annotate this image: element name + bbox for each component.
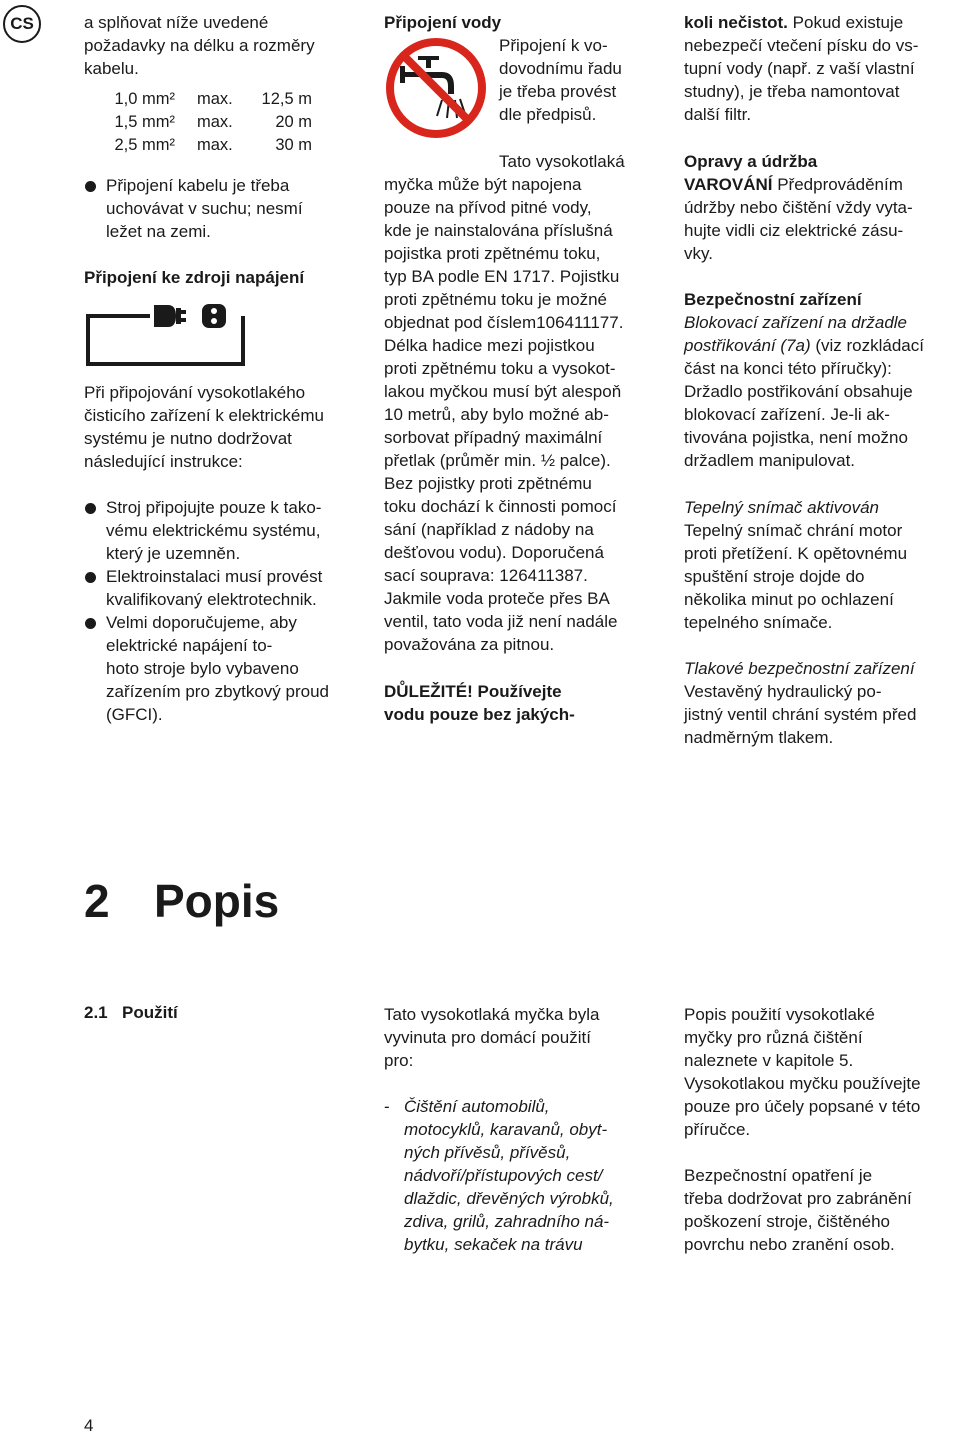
bullet-text-line: uchovávat v suchu; nesmí [106,199,303,218]
power-intro-line: čisticího zařízení k elektrickému [84,406,324,425]
lock-line: blokovací zařízení. Je-li ak- [684,405,890,424]
safety-measures-line: třeba dodržovat pro zabránění [684,1189,912,1208]
table-cell: 2,5 mm² [114,136,175,154]
safety-heading: Bezpečnostní zařízení [684,290,862,309]
water-icon-note [499,34,659,126]
usage-list-line: bytku, sekaček na trávu [404,1235,583,1254]
lock-line: Držadlo postřikování obsahuje [684,382,913,401]
note-line: je třeba provést [499,82,617,101]
body-line: Délka hadice mezi pojistkou [384,336,595,355]
table-cell: max. [197,113,233,131]
list-item [84,496,374,565]
lock-italic-part: postřikování (7a) [684,336,811,355]
power-plug-icon [84,300,249,372]
table-cell: max. [197,136,233,154]
water-body [384,150,674,656]
thermal-line: Tepelný snímač chrání motor [684,521,903,540]
safety-measures-line: poškození stroje, čištěného [684,1212,891,1231]
warning-label: VAROVÁNÍ [684,175,773,194]
pressure-line: nadměrným tlakem. [684,728,834,747]
water-continuation [684,11,960,126]
body-line: proti zpětnému toku a vysokot- [384,359,616,378]
list-item [84,611,374,726]
lock-rest-part: (viz rozkládací [810,336,924,355]
warning-first-line [684,173,960,196]
usage-list-item [384,1095,674,1256]
table-row [84,88,312,111]
pressure-line: Vestavěný hydraulický po- [684,682,882,701]
body-line: typ BA podle EN 1717. Pojistku [384,267,620,286]
usage-list-line: zdiva, grilů, zahradního ná- [404,1212,610,1231]
body-line: proti zpětnému toku je možné [384,290,608,309]
body-line: pouze na přívod pitné vody, [384,198,592,217]
no-drinking-water-connection-icon [384,36,488,140]
lock-line: Blokovací zařízení na držadle [684,313,908,332]
usage-list-line: dlaždic, dřevěných výrobků, [404,1189,614,1208]
usage-list-text [404,1095,614,1256]
warning-line: údržby nebo čištění vždy vyta- [684,198,913,217]
repair-section [684,150,960,265]
thermal-section [684,496,960,634]
body-line: lakou myčkou musí být alespoň [384,382,622,401]
continuation-bold: koli nečistot. [684,13,788,32]
usage-desc-line: pouze pro účely popsané v této [684,1097,921,1116]
usage-list-line: motocyklů, karavanů, obyt- [404,1120,608,1139]
lock-mixed-line [684,334,960,357]
continuation-line: studny), je třeba namontovat [684,82,900,101]
usage-desc-line: příručce. [684,1120,751,1139]
usage-intro-line: Tato vysokotlaká myčka byla [384,1005,600,1024]
bullet-text-line: hoto stroje bylo vybaveno [106,659,299,678]
usage-desc-line: naleznete v kapitole 5. [684,1051,854,1070]
continuation-rest: Pokud existuje [787,13,904,32]
section-number: 2 [84,875,110,927]
list-dash: - [384,1097,390,1116]
pressure-section [684,657,960,749]
body-line: Jakmile voda proteče přes BA [384,589,610,608]
language-badge: CS [3,5,41,43]
body-line: ventil, tato voda již není nadále [384,612,618,631]
bullet-text-line: kvalifikovaný elektrotechnik. [106,590,317,609]
cable-size-table [84,88,312,157]
body-line: sání (například z nádoby na [384,520,594,539]
warning-line: vky. [684,244,713,263]
table-row [84,111,312,134]
bullet-text-line: Stroj připojujte pouze k tako- [106,498,322,517]
body-line: objednat pod číslem106411177. [384,313,624,332]
usage-list-line: ných přívěsů, přívěsů, [404,1143,571,1162]
thermal-heading: Tepelný snímač aktivován [684,498,879,517]
important-line: vodu pouze bez jakých- [384,705,575,724]
note-line: dle předpisů. [499,105,597,124]
body-line: považována za pitnou. [384,635,555,654]
thermal-line: proti přetížení. K opětovnému [684,544,908,563]
thermal-line: tepelného snímače. [684,613,833,632]
body-line: toku dochází k činnosti pomocí [384,497,617,516]
table-cell: 1,5 mm² [114,113,175,131]
note-line: dovodnímu řadu [499,59,622,78]
usage-description [684,1003,960,1141]
safety-measures-line: Bezpečnostní opatření je [684,1166,873,1185]
cable-intro-line: požadavky na délku a rozměry [84,36,315,55]
body-line: dešťovou vodu). Doporučená [384,543,604,562]
body-line: kde je nainstalována příslušná [384,221,613,240]
usage-desc-line: myčky pro různá čištění [684,1028,863,1047]
cable-intro [84,11,374,80]
cable-intro-line: kabelu. [84,59,139,78]
usage-desc-line: Popis použití vysokotlaké [684,1005,875,1024]
body-line: Tato vysokotlaká [499,152,625,171]
table-cell: 12,5 m [261,90,312,108]
thermal-line: spuštění stroje dojde do [684,567,865,586]
body-line: přetlak (průměr min. ½ palce). [384,451,611,470]
continuation-line: další filtr. [684,105,752,124]
body-line: pojistka proti zpětnému toku, [384,244,601,263]
safety-measures-line: povrchu nebo zranění osob. [684,1235,895,1254]
body-line: 10 metrů, aby bylo možné ab- [384,405,609,424]
bullet-text-line: Připojení kabelu je třeba [106,176,290,195]
usage-desc-line: Vysokotlakou myčku používejte [684,1074,921,1093]
usage-intro [384,1003,674,1072]
important-note [384,680,674,726]
usage-intro-line: vyvinuta pro domácí použití [384,1028,591,1047]
body-line: Bez pojistky proti zpětnému [384,474,592,493]
important-line: DŮLEŽITÉ! Používejte [384,682,562,701]
section-title: Popis [154,875,280,927]
table-cell: 20 m [275,113,312,131]
pressure-heading: Tlakové bezpečnostní zařízení [684,659,915,678]
repair-heading: Opravy a údržba [684,152,818,171]
continuation-line: nebezpečí vtečení písku do vs- [684,36,919,55]
page-number: 4 [84,1416,94,1435]
water-heading: Připojení vody [384,13,502,32]
bullet-text-line: který je uzemněn. [106,544,241,563]
bullet-text-line: Elektroinstalaci musí provést [106,567,323,586]
lock-line: tivována pojistka, není možno [684,428,908,447]
usage-list-line: Čištění automobilů, [404,1097,550,1116]
bullet-text-line: vému elektrickému systému, [106,521,321,540]
safety-measures [684,1164,960,1256]
table-cell: 30 m [275,136,312,154]
lock-line: část na konci této příručky): [684,359,892,378]
pressure-line: jistný ventil chrání systém před [684,705,917,724]
cable-intro-line: a splňovat níže uvedené [84,13,269,32]
note-line: Připojení k vo- [499,36,608,55]
power-intro-line: následující instrukce: [84,452,243,471]
power-intro-line: Při připojování vysokotlakého [84,383,306,402]
power-intro [84,381,374,473]
warning-rest: Předprováděním [772,175,903,194]
subsection-number: 2.1 [84,1003,108,1022]
usage-intro-line: pro: [384,1051,414,1070]
safety-section [684,288,960,472]
table-cell: max. [197,90,233,108]
subsection-title: Použití [122,1003,178,1022]
power-heading: Připojení ke zdroji napájení [84,268,305,287]
bullet-text-line: zařízením pro zbytkový proud [106,682,329,701]
bullet-text-line: ležet na zemi. [106,222,211,241]
bullet-text-line: (GFCI). [106,705,163,724]
lock-line: držadlem manipulovat. [684,451,856,470]
power-bullet-list [84,496,374,726]
usage-list-line: nádvoří/přístupových cest/ [404,1166,603,1185]
table-cell: 1,0 mm² [114,90,175,108]
dry-cable-bullet [84,174,396,243]
bullet-text-line: Velmi doporučujeme, aby [106,613,297,632]
list-item [84,565,374,611]
power-intro-line: systému je nutno dodržovat [84,429,292,448]
continuation-first-line [684,11,960,34]
thermal-line: několika minut po ochlazení [684,590,894,609]
body-line: sorbovat případný maximální [384,428,603,447]
body-line: sací souprava: 126411387. [384,566,588,585]
body-line: myčka může být napojena [384,175,582,194]
table-row [84,134,312,157]
warning-line: hujte vidli ciz elektrické zásu- [684,221,904,240]
bullet-text-line: elektrické napájení to- [106,636,273,655]
continuation-line: tupní vody (např. z vaší vlastní [684,59,915,78]
